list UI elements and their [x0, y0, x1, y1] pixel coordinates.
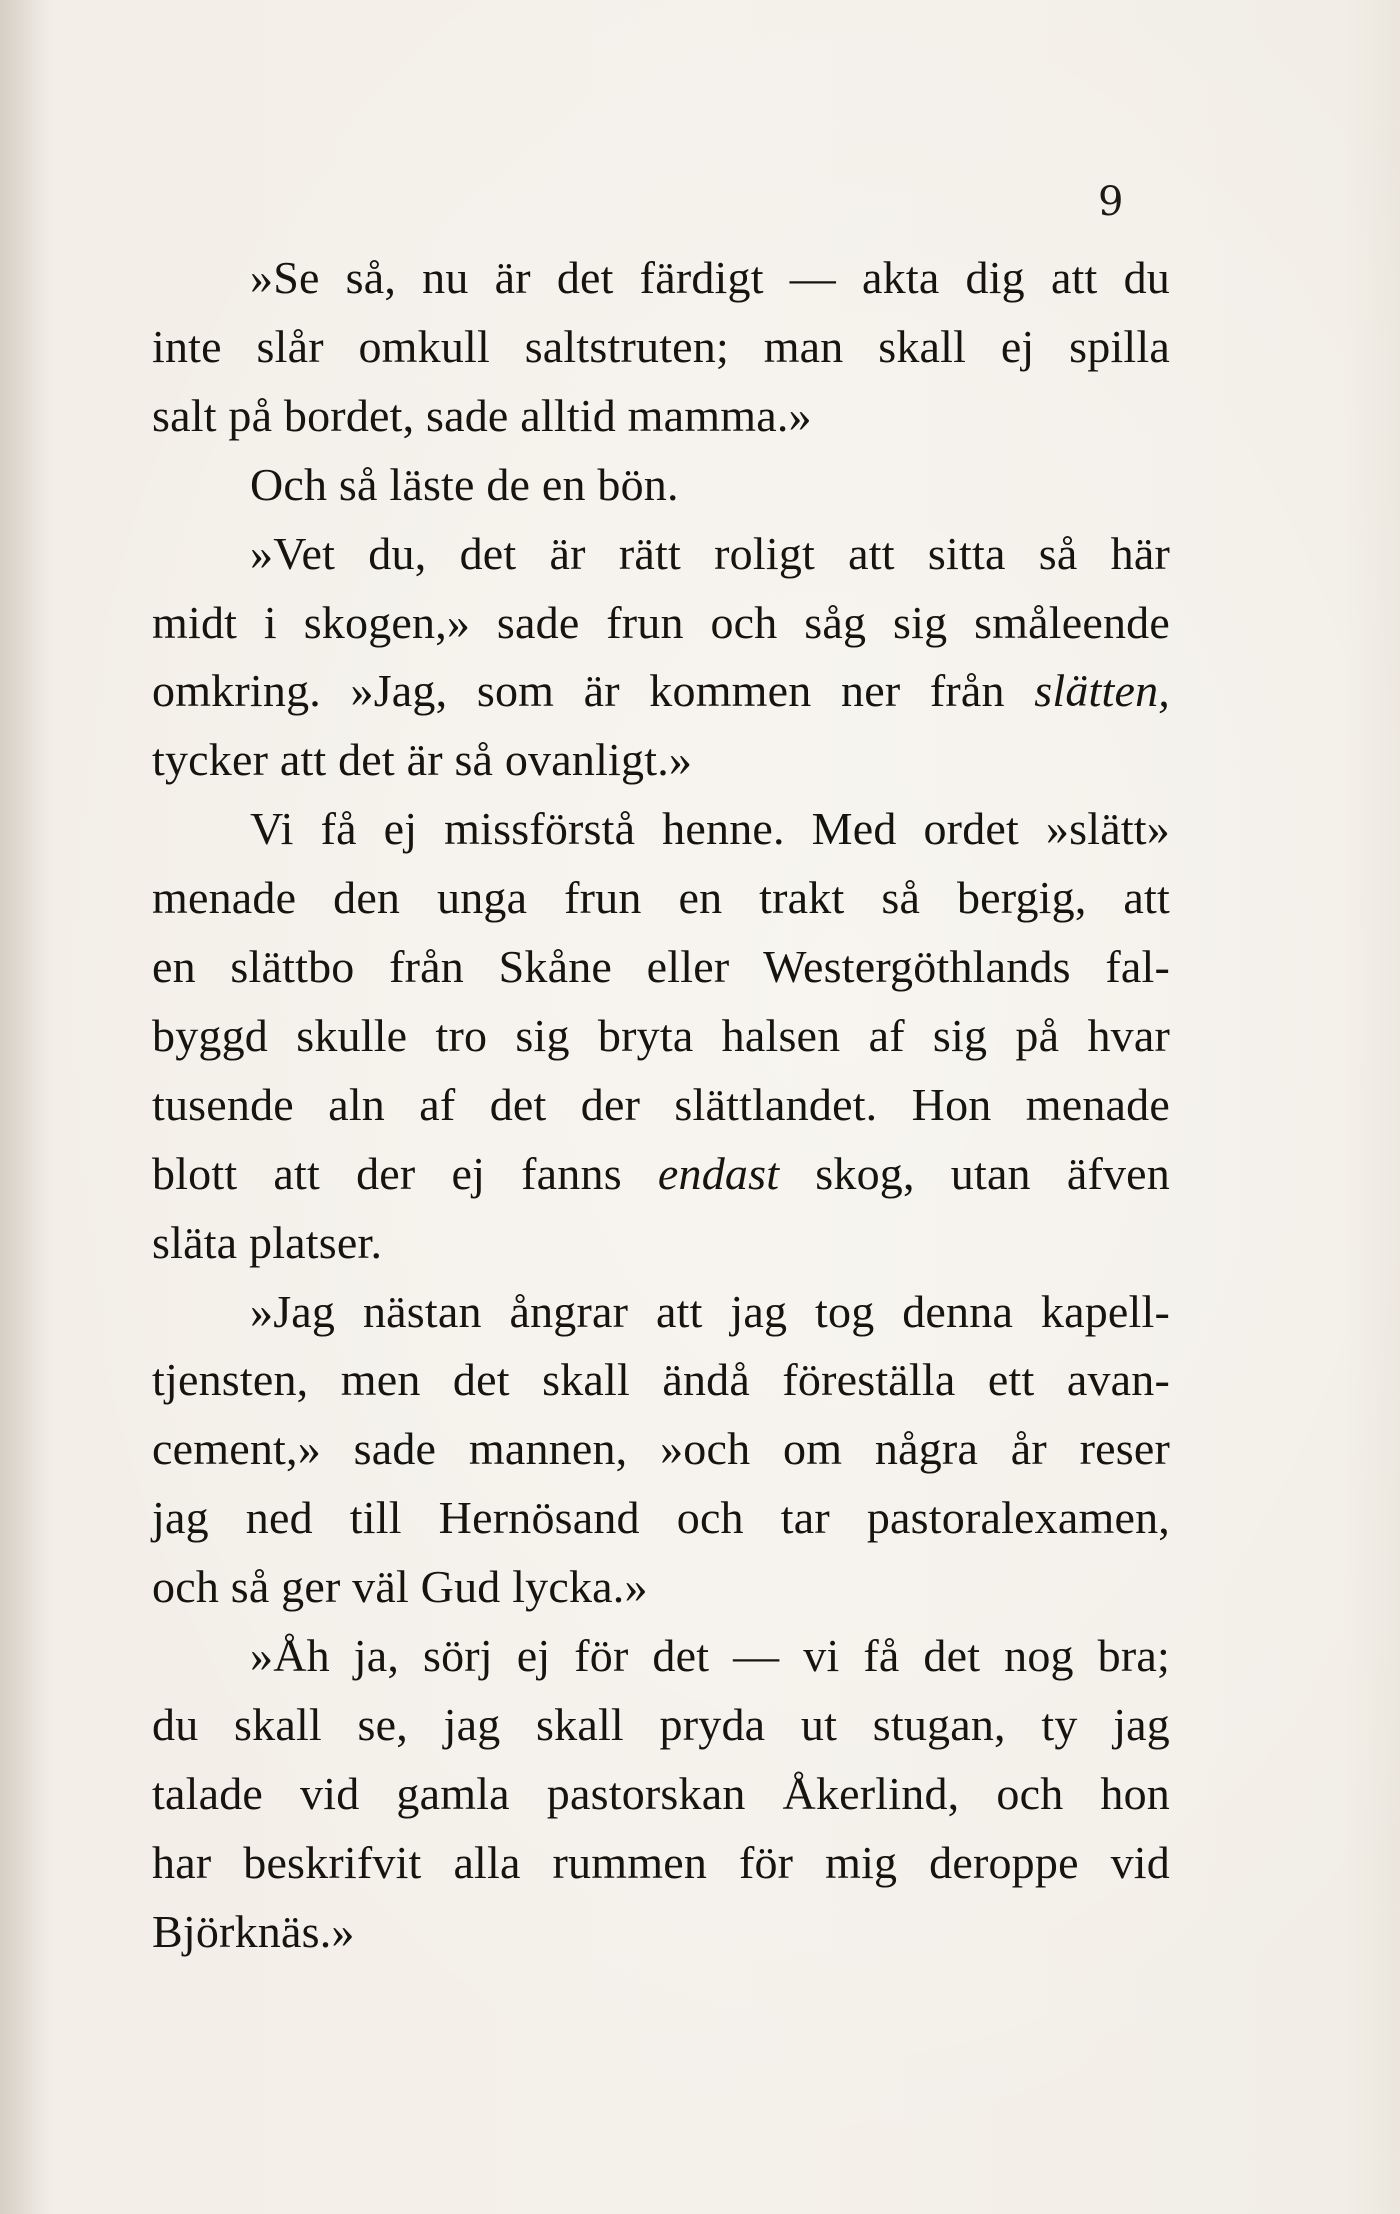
- text-line-3: [152, 381, 1170, 451]
- italic-text-segment: endast: [657, 1147, 780, 1199]
- text-segment: skog, utan äfven: [779, 1147, 1170, 1199]
- text-line-16: [250, 1277, 1170, 1347]
- text-segment: »Jag nästan ångrar att jag tog denna kapell-: [250, 1285, 1170, 1337]
- text-segment: blott att der ej fanns: [152, 1147, 658, 1199]
- text-segment: salt på bordet, sade alltid mamma.»: [152, 389, 812, 441]
- text-segment: en slättbo från Skåne eller Westergöthlands fal-: [152, 941, 1170, 992]
- text-segment: har beskrifvit alla rummen för mig deroppe vid: [152, 1836, 1170, 1888]
- text-segment: du skall se, jag skall pryda ut stugan, ty jag: [152, 1698, 1170, 1750]
- text-line-10: [152, 863, 1170, 933]
- text-segment: talade vid gamla pastorskan Åkerlind, och hon: [152, 1767, 1170, 1819]
- text-segment: tusende aln af det der slättlandet. Hon menade: [152, 1078, 1170, 1130]
- text-line-23: [152, 1759, 1170, 1829]
- text-line-4: [250, 450, 1170, 520]
- text-line-9: [250, 794, 1170, 864]
- text-line-2: [152, 312, 1170, 382]
- text-line-1: [250, 243, 1170, 313]
- text-line-8: [152, 725, 1170, 795]
- text-segment: »Vet du, det är rätt roligt att sitta så här: [250, 527, 1170, 579]
- text-segment: omkring. »Jag, som är kommen ner från: [152, 665, 1035, 717]
- text-line-21: [250, 1621, 1170, 1691]
- text-line-25: [152, 1897, 1170, 1967]
- text-segment: »Se så, nu är det färdigt — akta dig att du: [250, 252, 1170, 303]
- page-number: 9: [1098, 179, 1124, 225]
- text-line-5: [250, 519, 1170, 589]
- text-segment: menade den unga frun en trakt så bergig, att: [152, 872, 1170, 924]
- text-line-20: [152, 1552, 1170, 1622]
- text-line-19: [152, 1483, 1170, 1553]
- spine-shadow: [0, 0, 48, 2214]
- text-segment: midt i skogen,» sade frun och såg sig småleende: [152, 596, 1170, 648]
- text-segment: tycker att det är så ovanligt.»: [152, 734, 693, 786]
- text-line-17: [152, 1345, 1170, 1415]
- text-line-22: [152, 1690, 1170, 1760]
- text-segment: släta platser.: [152, 1216, 383, 1268]
- text-segment: och så ger väl Gud lycka.»: [152, 1561, 648, 1613]
- text-line-13: [152, 1070, 1170, 1140]
- text-segment: byggd skulle tro sig bryta halsen af sig på hvar: [152, 1009, 1170, 1061]
- text-line-24: [152, 1828, 1170, 1898]
- text-segment: tjensten, men det skall ändå föreställa ett avan-: [152, 1354, 1170, 1406]
- text-segment: Björknäs.»: [152, 1905, 355, 1957]
- italic-text-segment: slätten,: [1034, 665, 1170, 717]
- text-line-18: [152, 1414, 1170, 1484]
- text-segment: jag ned till Hernösand och tar pastoralexamen,: [152, 1492, 1170, 1544]
- text-segment: inte slår omkull saltstruten; man skall ej spilla: [152, 320, 1170, 372]
- text-segment: cement,» sade mannen, »och om några år reser: [152, 1423, 1170, 1475]
- text-line-15: [152, 1208, 1170, 1278]
- text-segment: Vi få ej missförstå henne. Med ordet »slätt»: [250, 803, 1170, 855]
- text-line-12: [152, 1001, 1170, 1071]
- text-line-14: [152, 1139, 1170, 1209]
- text-line-11: [152, 932, 1170, 1002]
- text-segment: Och så läste de en bön.: [250, 458, 679, 510]
- text-line-7: [152, 656, 1170, 726]
- text-line-6: [152, 588, 1170, 658]
- text-segment: »Åh ja, sörj ej för det — vi få det nog bra;: [250, 1630, 1170, 1681]
